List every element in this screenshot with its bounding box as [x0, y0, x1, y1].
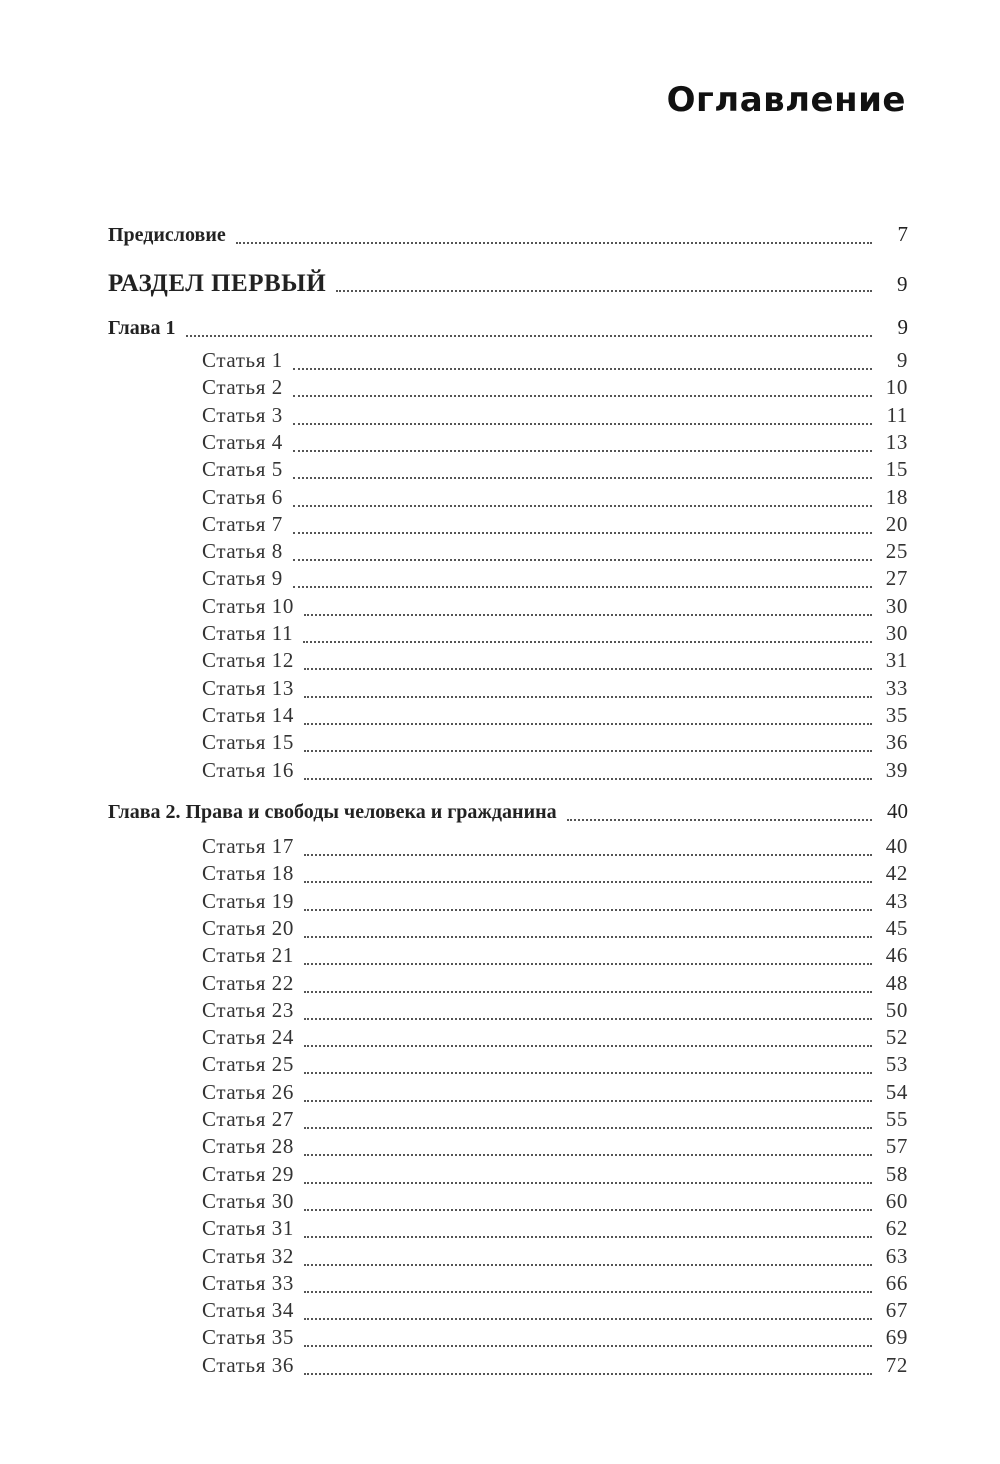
dot-leader: [304, 1209, 872, 1211]
dot-leader: [293, 532, 872, 534]
toc-entry-label: РАЗДЕЛ ПЕРВЫЙ: [108, 270, 327, 297]
toc-entry-page-number: 9: [896, 348, 908, 372]
dot-leader: [304, 909, 872, 911]
toc-entry-page-number: 55: [885, 1107, 908, 1131]
toc-entry-page-number: 33: [885, 675, 908, 700]
toc-entry-page-number: 40: [887, 799, 908, 823]
toc-entry-page-number: 50: [885, 997, 908, 1022]
toc-entry-page-number: 67: [885, 1298, 908, 1323]
dot-leader: [304, 1291, 872, 1293]
toc-entry-label: Статья 12: [202, 648, 295, 673]
toc-entry-page-number: 35: [885, 702, 908, 727]
toc-entry-page-number: 63: [885, 1243, 908, 1268]
dot-leader: [304, 1072, 872, 1074]
toc-entry-label: Статья 27: [202, 1107, 295, 1131]
dot-leader: [304, 991, 872, 993]
dot-leader: [304, 1182, 872, 1184]
toc-entry-article: [202, 916, 908, 946]
toc-entry-article: [202, 375, 908, 405]
toc-entry-article: [202, 889, 908, 919]
toc-entry-article: [202, 1216, 908, 1246]
dot-leader: [293, 450, 872, 452]
toc-entry-chapter: [108, 315, 908, 345]
toc-entry-page-number: 43: [885, 888, 908, 913]
toc-entry-article: [202, 861, 908, 891]
toc-entry-chapter: [108, 799, 908, 829]
toc-entry-page-number: 31: [885, 648, 908, 673]
dot-leader: [304, 936, 872, 938]
dot-leader: [304, 668, 872, 670]
dot-leader: [304, 1018, 872, 1020]
toc-entry-article: [202, 1271, 908, 1301]
toc-entry-page-number: 58: [885, 1161, 908, 1186]
toc-entry-page-number: 69: [885, 1325, 908, 1350]
toc-entry-article: [202, 430, 908, 460]
toc-entry-page-number: 45: [885, 915, 908, 940]
toc-entry-page-number: 10: [885, 375, 908, 400]
toc-entry-page-number: 48: [885, 970, 908, 995]
toc-entry-article: [202, 1189, 908, 1219]
toc-entry-label: Статья 3: [202, 402, 283, 427]
toc-entry-page-number: 40: [885, 834, 908, 858]
dot-leader: [304, 696, 872, 698]
toc-entry-page-number: 57: [885, 1134, 908, 1159]
toc-entry-section: [108, 270, 908, 300]
toc-entry-page-number: 9: [897, 315, 908, 339]
toc-entry-label: Статья 8: [202, 539, 283, 564]
toc-entry-label: Статья 21: [202, 943, 295, 968]
toc-entry-article: [202, 1080, 908, 1110]
toc-entry-article: [202, 1162, 908, 1192]
toc-entry-article: [202, 1025, 908, 1055]
toc-entry-page-number: 72: [885, 1352, 908, 1377]
toc-entry-article: [202, 512, 908, 542]
toc-entry-label: Статья 22: [202, 970, 295, 995]
toc-entry-label: Глава 2. Права и свободы человека и гражданина: [108, 801, 557, 823]
dot-leader: [293, 505, 872, 507]
toc-entry-label: Статья 34: [202, 1298, 295, 1323]
toc-entry-article: [202, 594, 908, 624]
dot-leader: [304, 614, 872, 616]
dot-leader: [303, 641, 872, 643]
toc-entry-label: Статья 19: [202, 888, 295, 913]
dot-leader: [293, 559, 872, 561]
toc-entry-label: Статья 17: [202, 834, 295, 858]
toc-entry-article: [202, 648, 908, 678]
dot-leader: [304, 1373, 872, 1375]
toc-entry-article: [202, 971, 908, 1001]
dot-leader: [304, 1318, 872, 1320]
toc-entry-label: Статья 11: [202, 621, 294, 645]
toc-entry-page-number: 54: [885, 1079, 908, 1104]
dot-leader: [304, 723, 872, 725]
dot-leader: [304, 854, 872, 856]
toc-entry-page-number: 39: [885, 757, 908, 782]
toc-entry-article: [202, 703, 908, 733]
dot-leader: [304, 1154, 872, 1156]
toc-entry-page-number: 52: [885, 1025, 908, 1050]
toc-entry-article: [202, 539, 908, 569]
toc-entry-article: [202, 621, 908, 651]
toc-entry-label: Статья 14: [202, 702, 295, 727]
toc-entry-article: [202, 943, 908, 973]
toc-entry-article: [202, 998, 908, 1028]
dot-leader: [293, 477, 872, 479]
toc-entry-page-number: 30: [885, 621, 908, 645]
toc-entry-article: [202, 730, 908, 760]
toc-entry-article: [202, 1052, 908, 1082]
toc-entry-article: [202, 348, 908, 378]
dot-leader: [304, 963, 872, 965]
toc-entry-page-number: 42: [885, 861, 908, 886]
toc-entry-label: Статья 25: [202, 1052, 295, 1077]
page-title: Оглавление: [666, 80, 906, 120]
toc-entry-article: [202, 1134, 908, 1164]
toc-entry-article: [202, 834, 908, 864]
toc-entry-page-number: 62: [885, 1216, 908, 1241]
toc-entry-page-number: 20: [885, 511, 908, 536]
toc-entry-label: Статья 33: [202, 1270, 295, 1295]
toc-entry-article: [202, 1244, 908, 1274]
dot-leader: [293, 368, 872, 370]
toc-entry-page-number: 13: [885, 429, 908, 454]
toc-entry-page-number: 7: [897, 222, 908, 246]
dot-leader: [304, 1127, 872, 1129]
toc-entry-label: Статья 5: [202, 457, 283, 482]
dot-leader: [304, 1264, 872, 1266]
toc-entry-label: Предисловие: [108, 224, 226, 246]
toc-entry-article: [202, 1353, 908, 1383]
toc-entry-article: [202, 676, 908, 706]
toc-entry-page-number: 27: [885, 566, 908, 591]
toc-entry-page-number: 46: [885, 943, 908, 968]
toc-entry-label: Статья 15: [202, 730, 295, 755]
toc-entry-label: Статья 4: [202, 429, 283, 454]
toc-entry-article: [202, 457, 908, 487]
dot-leader: [293, 586, 872, 588]
toc-entry-label: Статья 26: [202, 1079, 295, 1104]
toc-entry-preface: [108, 222, 908, 252]
toc-entry-page-number: 36: [885, 730, 908, 755]
toc-entry-label: Глава 1: [108, 317, 176, 339]
dot-leader: [304, 1345, 872, 1347]
toc-entry-label: Статья 31: [202, 1216, 295, 1241]
toc-entry-label: Статья 9: [202, 566, 283, 591]
dot-leader: [304, 881, 872, 883]
toc-entry-article: [202, 1298, 908, 1328]
dot-leader: [304, 1045, 872, 1047]
dot-leader: [293, 423, 872, 425]
toc-entry-page-number: 30: [885, 593, 908, 618]
toc-entry-article: [202, 758, 908, 788]
toc-entry-label: Статья 18: [202, 861, 295, 886]
toc-entry-page-number: 18: [885, 484, 908, 509]
dot-leader: [186, 335, 873, 337]
toc-entry-label: Статья 2: [202, 375, 283, 400]
toc-entry-label: Статья 13: [202, 675, 295, 700]
toc-entry-article: [202, 485, 908, 515]
dot-leader: [236, 242, 872, 244]
toc-entry-label: Статья 28: [202, 1134, 295, 1159]
toc-entry-label: Статья 36: [202, 1352, 295, 1377]
toc-entry-label: Статья 35: [202, 1325, 295, 1350]
toc-entry-article: [202, 403, 908, 433]
toc-entry-article: [202, 1325, 908, 1355]
dot-leader: [304, 750, 872, 752]
toc-entry-label: Статья 29: [202, 1161, 295, 1186]
dot-leader: [304, 1236, 872, 1238]
toc-entry-label: Статья 6: [202, 484, 283, 509]
toc-entry-label: Статья 16: [202, 757, 295, 782]
dot-leader: [293, 395, 872, 397]
toc-entry-label: Статья 24: [202, 1025, 295, 1050]
toc-entry-label: Статья 30: [202, 1188, 295, 1213]
toc-entry-label: Статья 20: [202, 915, 295, 940]
toc-entry-label: Статья 1: [202, 348, 283, 372]
toc-entry-page-number: 11: [886, 402, 908, 427]
toc-entry-article: [202, 1107, 908, 1137]
toc-entry-page-number: 15: [885, 457, 908, 482]
toc-entry-label: Статья 10: [202, 593, 295, 618]
toc-entry-label: Статья 23: [202, 997, 295, 1022]
toc-entry-label: Статья 7: [202, 511, 283, 536]
toc-entry-label: Статья 32: [202, 1243, 295, 1268]
toc-entry-page-number: 9: [897, 272, 908, 296]
toc-entry-article: [202, 566, 908, 596]
dot-leader: [567, 819, 872, 821]
toc-entry-page-number: 25: [885, 539, 908, 564]
dot-leader: [304, 1100, 872, 1102]
toc-entry-page-number: 66: [885, 1270, 908, 1295]
toc-entry-page-number: 60: [885, 1188, 908, 1213]
toc-entry-page-number: 53: [885, 1052, 908, 1077]
dot-leader: [336, 290, 872, 292]
dot-leader: [304, 778, 872, 780]
